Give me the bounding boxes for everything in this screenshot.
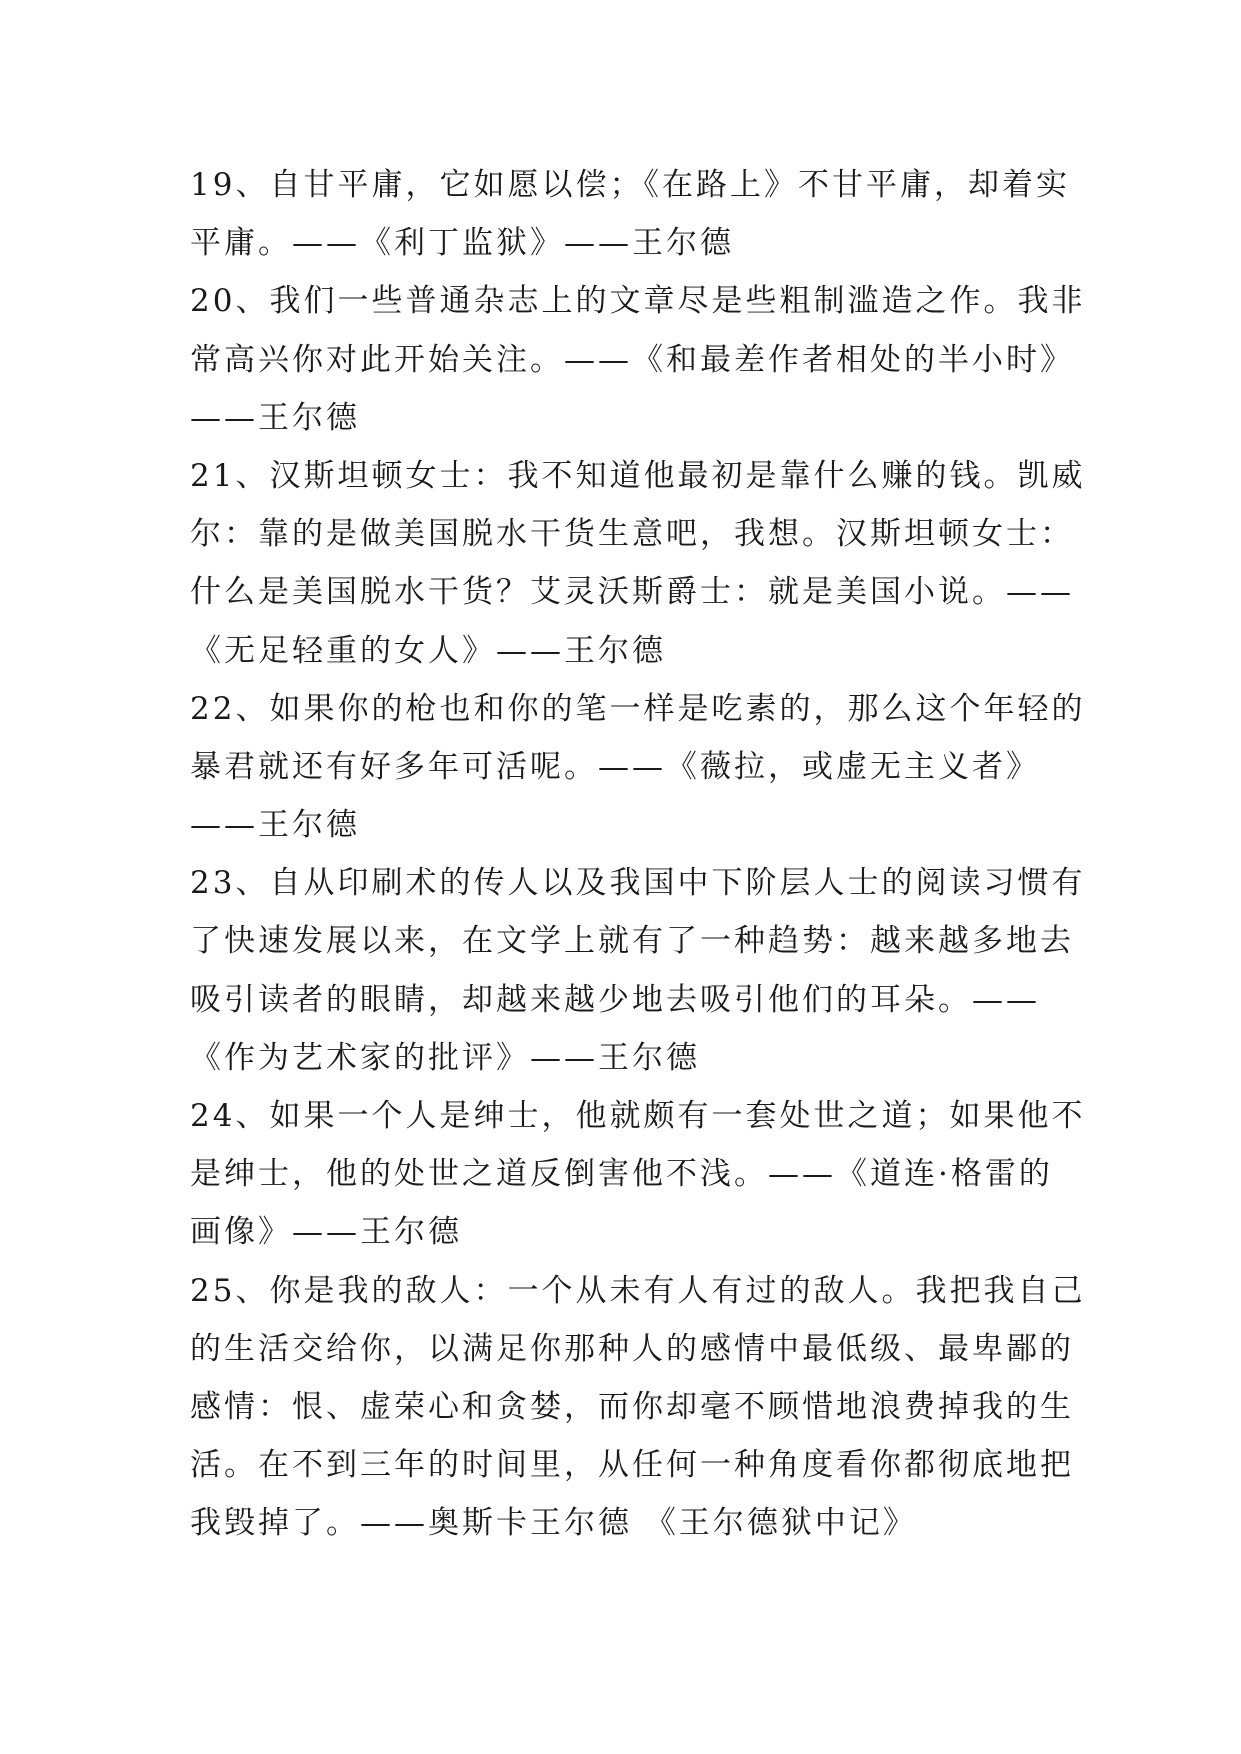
text-line: 24、如果一个人是绅士，他就颇有一套处世之道；如果他不 [190, 1098, 1086, 1134]
text-line: ——王尔德 [190, 807, 360, 844]
text-line: 什么是美国脱水干货？艾灵沃斯爵士：就是美国小说。—— [190, 574, 1074, 611]
quote-text-block [190, 156, 1086, 1553]
text-line: 《无足轻重的女人》——王尔德 [190, 632, 666, 669]
text-line: 吸引读者的眼睛，却越来越少地去吸引他们的耳朵。—— [190, 981, 1040, 1018]
text-line: 22、如果你的枪也和你的笔一样是吃素的，那么这个年轻的 [190, 690, 1086, 727]
text-line: 平庸。——《利丁监狱》——王尔德 [190, 225, 734, 262]
text-line: 尔：靠的是做美国脱水干货生意吧，我想。汉斯坦顿女士： [190, 516, 1074, 553]
text-line: 是绅士，他的处世之道反倒害他不浅。——《道连·格雷的 [190, 1156, 1053, 1193]
text-line: 常高兴你对此开始关注。——《和最差作者相处的半小时》 [190, 341, 1074, 378]
text-line: ——王尔德 [190, 399, 360, 436]
text-line: 23、自从印刷术的传人以及我国中下阶层人士的阅读习惯有 [190, 865, 1086, 902]
text-line: 20、我们一些普通杂志上的文章尽是些粗制滥造之作。我非 [190, 283, 1086, 320]
text-line: 25、你是我的敌人：一个从未有人有过的敌人。我把我自己 [190, 1272, 1086, 1309]
text-line: 了快速发展以来，在文学上就有了一种趋势：越来越多地去 [190, 923, 1074, 960]
text-line: 的生活交给你，以满足你那种人的感情中最低级、最卑鄙的 [190, 1330, 1074, 1367]
text-line: 21、汉斯坦顿女士：我不知道他最初是靠什么赚的钱。凯威 [190, 457, 1086, 494]
text-line: 我毁掉了。——奥斯卡王尔德 《王尔德狱中记》 [190, 1505, 917, 1542]
text-line: 感情：恨、虚荣心和贪婪，而你却毫不顾惜地浪费掉我的生 [190, 1388, 1074, 1425]
text-line: 19、自甘平庸，它如愿以偿；《在路上》不甘平庸，却着实 [190, 167, 1070, 203]
text-line: 《作为艺术家的批评》——王尔德 [190, 1039, 700, 1076]
text-line: 画像》——王尔德 [190, 1214, 462, 1251]
text-line: 暴君就还有好多年可活呢。——《薇拉，或虚无主义者》 [190, 748, 1040, 785]
text-line: 活。在不到三年的时间里，从任何一种角度看你都彻底地把 [190, 1447, 1074, 1484]
